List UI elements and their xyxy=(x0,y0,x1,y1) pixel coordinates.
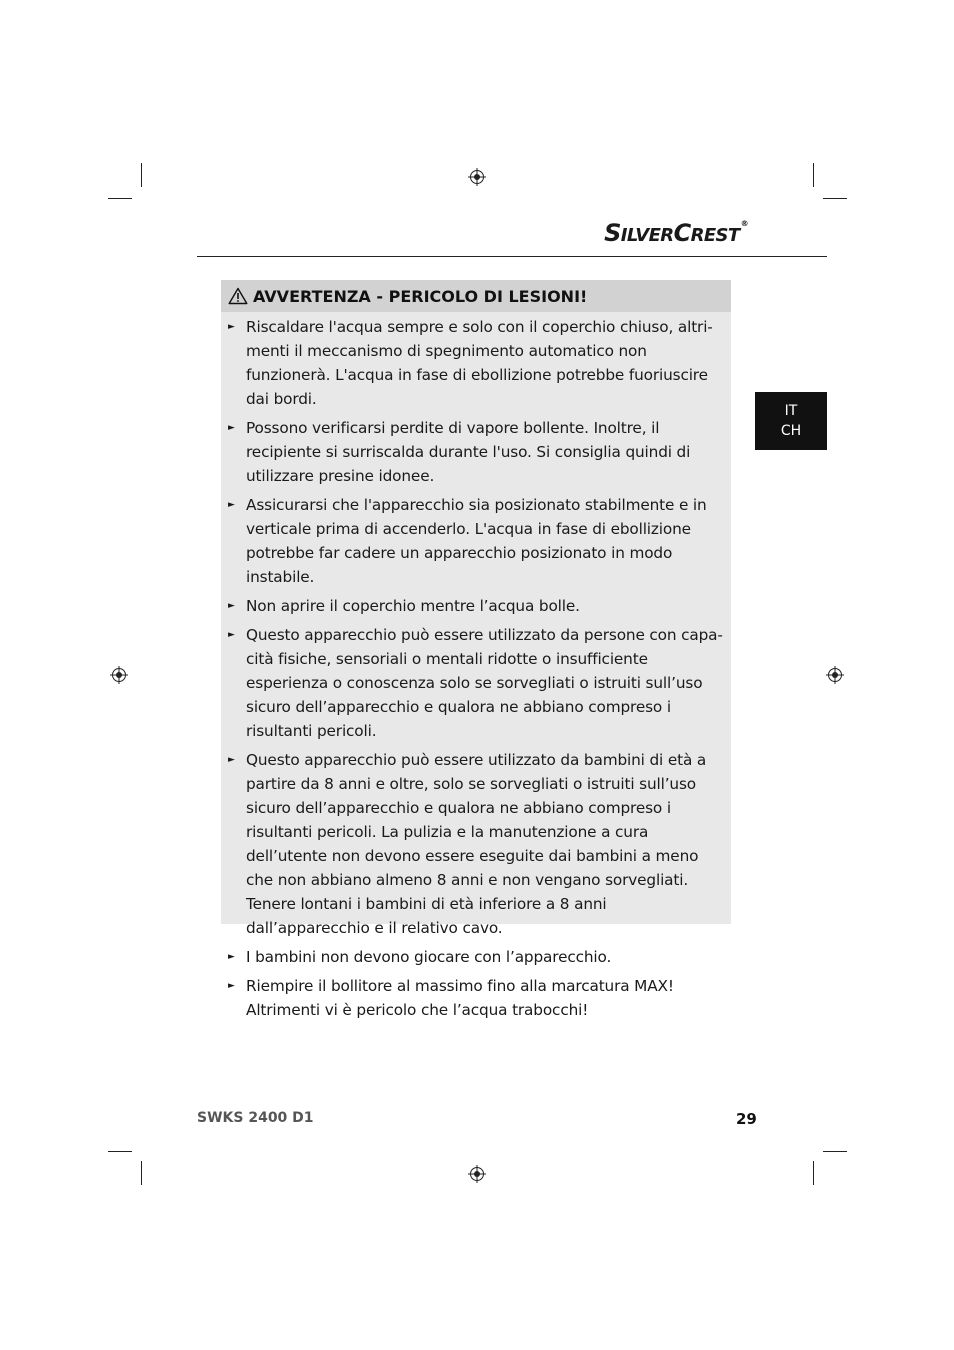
language-tab-line2: CH xyxy=(780,423,802,439)
list-item: ► Riscaldare l'acqua sempre e solo con il coperchio chiuso, altrimenti il meccanismo di spegnimento automatico non funzionerà. L'acqua in fase di ebollizione potrebbe fuoriuscire dai bordi. xyxy=(221,315,731,411)
language-tab xyxy=(755,392,827,450)
list-item: ► Questo apparecchio può essere utilizzato da bambini di età a partire da 8 anni e oltre, solo se sorvegliati o istruiti sull’uso sicuro dell’apparecchio e qualora ne abbiano compreso i risultanti pericoli. La pulizia e la manutenzione a cura dell’utente non devono essere eseguite dai bambini a meno che non abbiano almeno 8 anni e non vengano sorvegliati. Tenere lontani i bambini di età inferiore a 8 anni dall’apparecchio e il relativo cavo. xyxy=(221,748,731,940)
warning-list xyxy=(221,312,731,1022)
crop-mark xyxy=(141,163,142,187)
page-number: 29 xyxy=(736,1110,757,1128)
list-item: ► Possono verificarsi perdite di vapore bollente. Inoltre, il recipiente si surriscalda durante l'uso. Si consiglia quindi di utilizzare presine idonee. xyxy=(221,416,731,488)
registration-mark-icon xyxy=(110,666,128,684)
warning-box xyxy=(221,280,731,1019)
crop-mark xyxy=(823,1151,847,1152)
warning-header xyxy=(221,280,731,312)
crop-mark xyxy=(813,163,814,187)
registration-mark-icon xyxy=(826,666,844,684)
warning-triangle-icon xyxy=(228,287,248,305)
bullet-arrow-icon: ► xyxy=(228,322,235,332)
bullet-arrow-icon: ► xyxy=(228,981,235,991)
list-item: ► Riempire il bollitore al massimo fino alla marcatura MAX! Altrimenti vi è pericolo che l’acqua trabocchi! xyxy=(221,974,731,1022)
bullet-arrow-icon: ► xyxy=(228,755,235,765)
crop-mark xyxy=(108,1151,132,1152)
registration-mark-icon xyxy=(468,168,486,186)
bullet-arrow-icon: ► xyxy=(228,630,235,640)
warning-title: AVVERTENZA - PERICOLO DI LESIONI! xyxy=(253,286,588,306)
bullet-arrow-icon: ► xyxy=(228,601,235,611)
header-rule xyxy=(197,256,827,257)
list-item: ► Assicurarsi che l'apparecchio sia posizionato stabilmente e in verticale prima di accenderlo. L'acqua in fase di ebollizione potrebbe far cadere un apparecchio posizionato in modo instabile. xyxy=(221,493,731,589)
bullet-arrow-icon: ► xyxy=(228,500,235,510)
bullet-arrow-icon: ► xyxy=(228,952,235,962)
list-item: ► Questo apparecchio può essere utilizzato da persone con capacità fisiche, sensoriali o mentali ridotte o insufficiente esperienza o conoscenza solo se sorvegliati o istruiti sull’uso sicuro dell’apparecchio e qualora ne abbiano compreso i risultanti pericoli. xyxy=(221,623,731,743)
registration-mark-icon xyxy=(468,1165,486,1183)
list-item: ► Non aprire il coperchio mentre l’acqua bolle. xyxy=(221,594,731,618)
crop-mark xyxy=(813,1161,814,1185)
language-tab-line1: IT xyxy=(784,403,798,419)
crop-mark xyxy=(141,1161,142,1185)
crop-mark xyxy=(108,198,132,199)
crop-mark xyxy=(823,198,847,199)
list-item: ► I bambini non devono giocare con l’apparecchio. xyxy=(221,945,731,969)
bullet-arrow-icon: ► xyxy=(228,423,235,433)
brand-logo: SILVERCREST® xyxy=(604,219,748,247)
footer-model-number: SWKS 2400 D1 xyxy=(197,1110,314,1126)
